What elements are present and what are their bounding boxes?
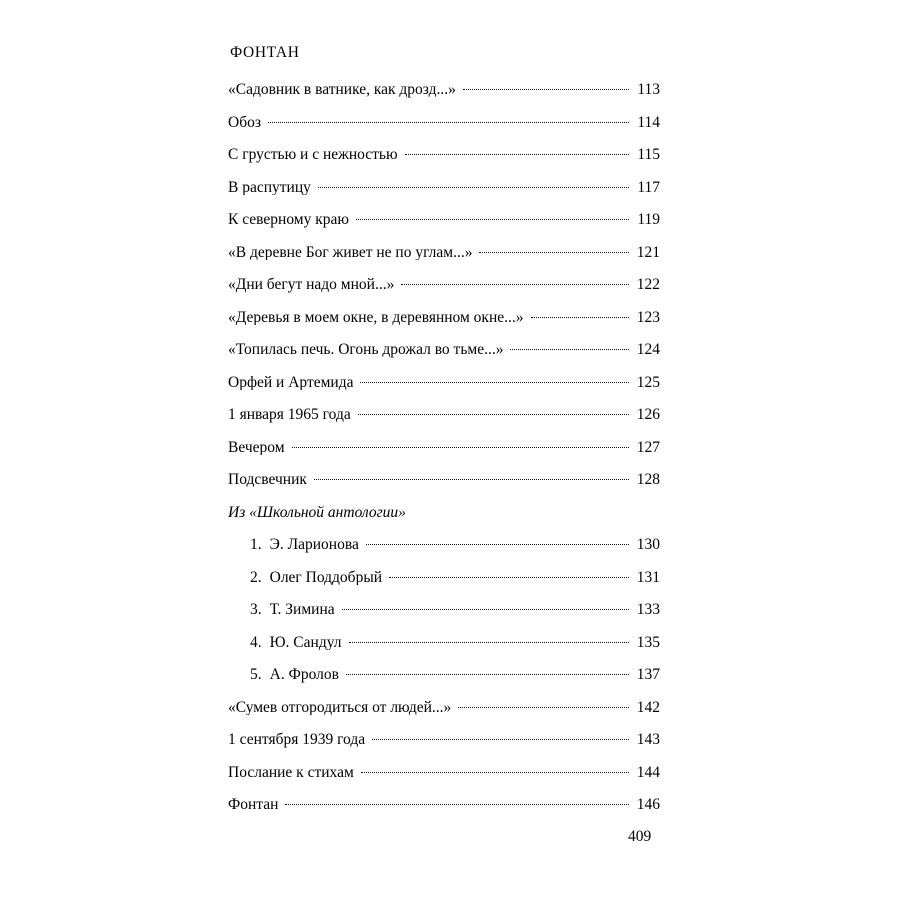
toc-entry-index: 5. xyxy=(250,666,262,683)
toc-entry[interactable] xyxy=(250,537,660,553)
toc-entry-page: 131 xyxy=(636,568,660,586)
dot-leader xyxy=(401,284,629,285)
toc-entry[interactable] xyxy=(228,180,660,196)
toc-entry[interactable] xyxy=(228,765,660,781)
toc-entry-label: Фонтан xyxy=(228,797,279,813)
dot-leader xyxy=(510,349,629,350)
toc-entry[interactable] xyxy=(228,342,660,358)
toc-entry-label: К северному краю xyxy=(228,212,349,228)
toc-entry-label: «Деревья в моем окне, в деревянном окне...» xyxy=(228,309,524,325)
toc-entry[interactable] xyxy=(228,310,660,326)
toc-entry-page: 143 xyxy=(636,731,660,748)
toc-list-primary xyxy=(228,82,660,488)
toc-entry-index: 1. xyxy=(250,536,262,553)
toc-entry-page: 123 xyxy=(636,308,660,326)
toc-entry[interactable] xyxy=(228,472,660,488)
toc-entry-page: 124 xyxy=(636,341,660,358)
toc-entry-page: 126 xyxy=(636,406,660,423)
toc-entry-label: «Сумев отгородиться от людей...» xyxy=(228,699,452,715)
toc-entry-label: Э. Ларионова xyxy=(269,537,359,553)
toc-entry[interactable] xyxy=(228,407,660,423)
toc-entry-label: С грустью и с нежностью xyxy=(228,147,398,163)
toc-entry-label: А. Фролов xyxy=(269,667,339,683)
toc-entry[interactable] xyxy=(250,667,660,683)
toc-entry[interactable] xyxy=(250,635,660,651)
toc-entry-label: Вечером xyxy=(228,439,285,455)
toc-entry[interactable] xyxy=(228,212,660,228)
toc-entry-label: Орфей и Артемида xyxy=(228,374,354,390)
toc-entry[interactable] xyxy=(228,115,660,131)
toc-entry-page: 128 xyxy=(636,471,660,488)
toc-entry-page: 142 xyxy=(636,698,660,716)
toc-entry[interactable] xyxy=(250,570,660,586)
section-title: ФОНТАН xyxy=(230,44,300,61)
dot-leader xyxy=(531,317,629,318)
toc-entry-index: 2. xyxy=(250,568,262,586)
toc-entry[interactable] xyxy=(228,245,660,261)
toc-entry-page: 130 xyxy=(636,536,660,553)
dot-leader xyxy=(318,187,629,188)
dot-leader xyxy=(268,122,629,123)
toc-entry-page: 115 xyxy=(637,146,660,163)
toc-entry-page: 144 xyxy=(636,763,660,781)
dot-leader xyxy=(314,479,629,480)
dot-leader xyxy=(285,804,629,805)
toc-entry-page: 122 xyxy=(636,276,660,293)
toc-entry-label: 1 января 1965 года xyxy=(228,407,351,423)
toc-entry-page: 114 xyxy=(637,113,660,131)
toc-entry-page: 121 xyxy=(636,243,660,261)
toc-entry-label: «Топилась печь. Огонь дрожал во тьме...» xyxy=(228,342,504,358)
toc-entry[interactable] xyxy=(228,375,660,391)
page-folio: 409 xyxy=(628,828,652,845)
toc-entry-label: Олег Поддобрый xyxy=(269,569,383,585)
toc-entry-page: 113 xyxy=(637,81,660,98)
toc-entry[interactable] xyxy=(228,82,660,98)
toc-entry-page: 146 xyxy=(636,796,660,813)
toc-entry[interactable] xyxy=(228,700,660,716)
dot-leader xyxy=(356,219,629,220)
toc-list-secondary xyxy=(228,700,660,813)
dot-leader xyxy=(463,89,629,90)
toc-entry-label: «Дни бегут надо мной...» xyxy=(228,277,395,293)
toc-entry-label: «Садовник в ватнике, как дрозд...» xyxy=(228,82,456,98)
dot-leader xyxy=(372,739,629,740)
dot-leader xyxy=(349,642,629,643)
dot-leader xyxy=(358,414,629,415)
toc-list-group xyxy=(228,537,660,683)
toc-group-heading: Из «Школьной антологии» xyxy=(228,503,406,521)
dot-leader xyxy=(360,382,629,383)
toc-entry[interactable] xyxy=(228,732,660,748)
toc-entry[interactable] xyxy=(228,277,660,293)
toc-entry-label: Послание к стихам xyxy=(228,764,354,780)
toc-entry[interactable] xyxy=(250,602,660,618)
toc-entry-label: В распутицу xyxy=(228,179,311,195)
toc-entry-label: Ю. Сандул xyxy=(269,634,342,650)
dot-leader xyxy=(458,707,629,708)
toc-entry-index: 3. xyxy=(250,601,262,618)
toc-entry-label: 1 сентября 1939 года xyxy=(228,732,366,748)
dot-leader xyxy=(342,609,629,610)
dot-leader xyxy=(361,772,629,773)
toc-entry[interactable] xyxy=(228,440,660,456)
toc-entry-page: 125 xyxy=(636,373,660,391)
toc-entry-label: Т. Зимина xyxy=(269,602,335,618)
toc-entry[interactable] xyxy=(228,147,660,163)
toc-entry[interactable] xyxy=(228,797,660,813)
toc-entry-page: 135 xyxy=(636,633,660,651)
toc-entry-page: 133 xyxy=(636,601,660,618)
dot-leader xyxy=(346,674,629,675)
toc-entry-page: 117 xyxy=(637,178,660,196)
toc-entry-page: 137 xyxy=(636,666,660,683)
table-of-contents xyxy=(228,44,660,830)
toc-entry-page: 127 xyxy=(636,438,660,456)
toc-entry-index: 4. xyxy=(250,633,262,651)
dot-leader xyxy=(292,447,629,448)
toc-entry-label: «В деревне Бог живет не по углам...» xyxy=(228,244,473,260)
toc-entry-label: Подсвечник xyxy=(228,472,307,488)
toc-entry-page: 119 xyxy=(637,211,660,228)
dot-leader xyxy=(405,154,629,155)
dot-leader xyxy=(366,544,629,545)
dot-leader xyxy=(479,252,629,253)
toc-entry-label: Обоз xyxy=(228,114,261,130)
dot-leader xyxy=(389,577,629,578)
